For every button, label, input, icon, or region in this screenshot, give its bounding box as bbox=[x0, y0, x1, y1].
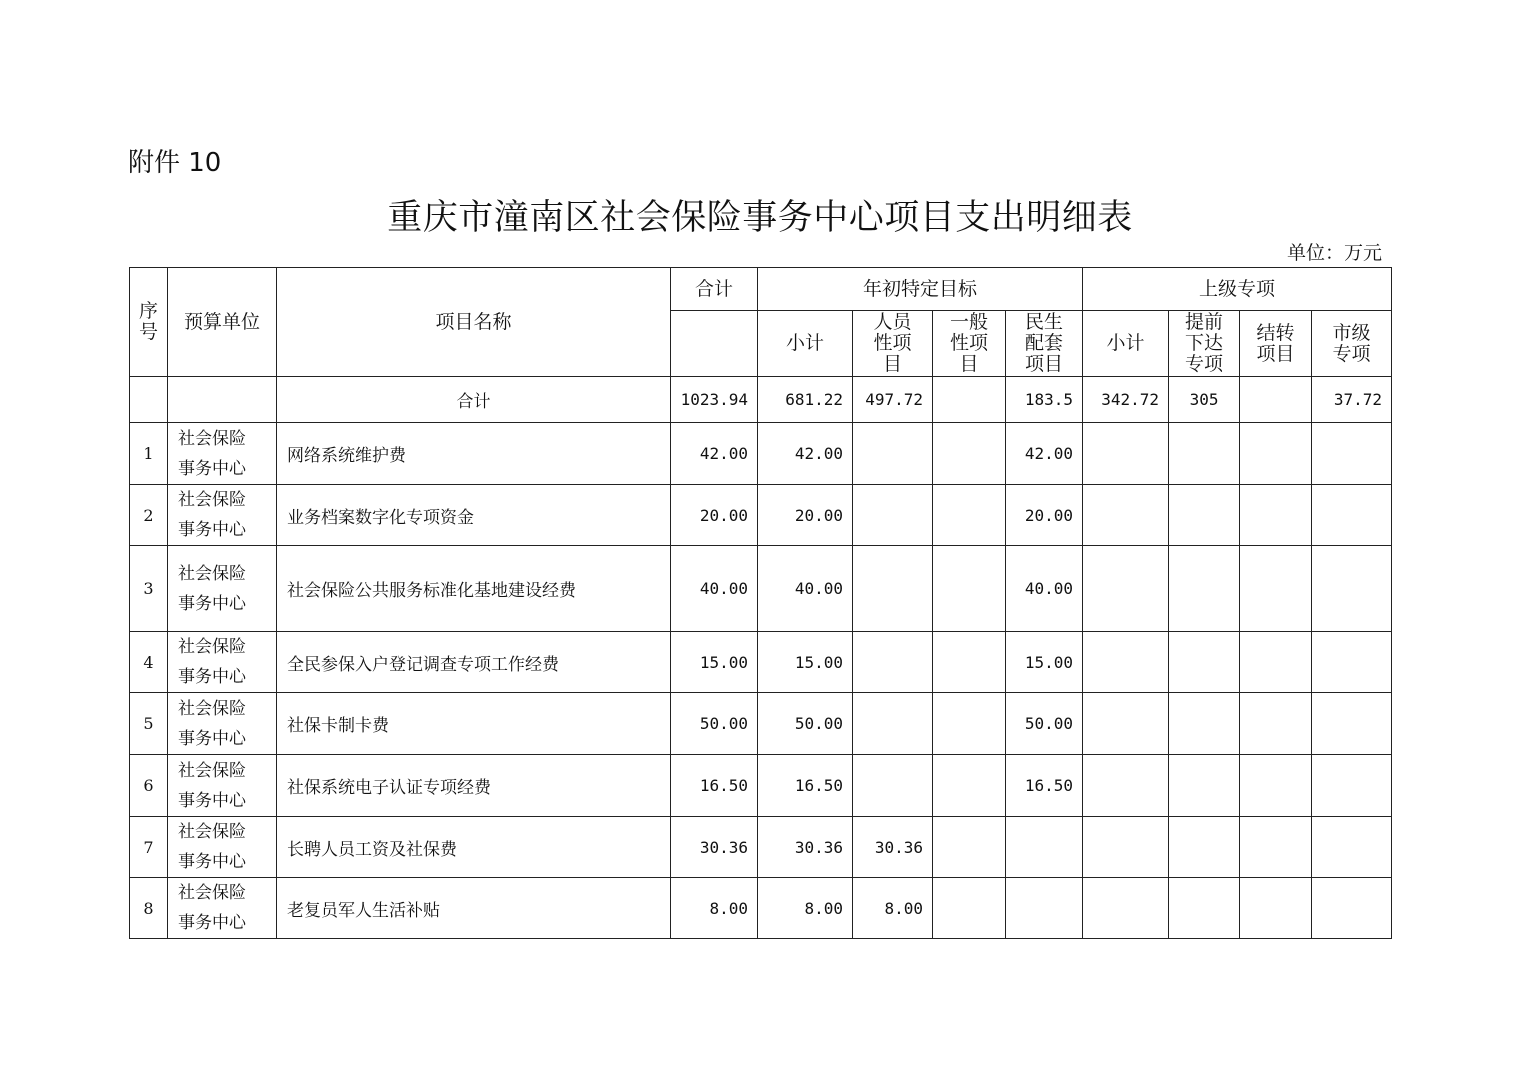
total-advance: 305 bbox=[1169, 377, 1240, 423]
cell-superior-subtotal bbox=[1083, 632, 1169, 693]
cell-livelihood: 15.00 bbox=[1006, 632, 1083, 693]
header-annual-group: 年初特定目标 bbox=[758, 268, 1083, 311]
cell-city bbox=[1312, 546, 1392, 632]
header-total: 合计 bbox=[671, 268, 758, 311]
expenditure-table bbox=[129, 267, 1392, 939]
table-row bbox=[130, 632, 1392, 693]
cell-total: 15.00 bbox=[671, 632, 758, 693]
cell-seq: 1 bbox=[130, 423, 168, 485]
cell-unit-line1: 社会保险 bbox=[178, 428, 246, 449]
cell-carryover bbox=[1240, 755, 1312, 817]
header-livelihood bbox=[1006, 311, 1083, 377]
cell-advance bbox=[1169, 546, 1240, 632]
cell-advance bbox=[1169, 693, 1240, 755]
cell-unit bbox=[168, 485, 277, 546]
header-seq bbox=[130, 268, 168, 377]
cell-superior-subtotal bbox=[1083, 423, 1169, 485]
cell-seq: 8 bbox=[130, 878, 168, 939]
cell-carryover bbox=[1240, 878, 1312, 939]
cell-carryover bbox=[1240, 485, 1312, 546]
cell-general bbox=[933, 546, 1006, 632]
total-total: 1023.94 bbox=[671, 377, 758, 423]
cell-total: 16.50 bbox=[671, 755, 758, 817]
header-advance-text: 提前下达专项 bbox=[1185, 311, 1224, 375]
total-seq bbox=[130, 377, 168, 423]
total-annual-subtotal: 681.22 bbox=[758, 377, 853, 423]
cell-city bbox=[1312, 817, 1392, 878]
cell-unit-line2: 事务中心 bbox=[178, 520, 246, 540]
page-title: 重庆市潼南区社会保险事务中心项目支出明细表 bbox=[387, 198, 1133, 238]
cell-annual-subtotal: 16.50 bbox=[758, 755, 853, 817]
cell-city bbox=[1312, 485, 1392, 546]
cell-unit bbox=[168, 632, 277, 693]
cell-general bbox=[933, 817, 1006, 878]
cell-personnel: 8.00 bbox=[853, 878, 933, 939]
cell-superior-subtotal bbox=[1083, 546, 1169, 632]
cell-name: 社保卡制卡费 bbox=[277, 693, 671, 755]
cell-advance bbox=[1169, 485, 1240, 546]
cell-general bbox=[933, 423, 1006, 485]
cell-name: 业务档案数字化专项资金 bbox=[277, 485, 671, 546]
cell-livelihood: 40.00 bbox=[1006, 546, 1083, 632]
total-general bbox=[933, 377, 1006, 423]
header-personnel-text: 人员性项目 bbox=[873, 311, 912, 375]
cell-total: 50.00 bbox=[671, 693, 758, 755]
cell-advance bbox=[1169, 423, 1240, 485]
cell-general bbox=[933, 693, 1006, 755]
header-seq-text: 序号 bbox=[138, 300, 158, 343]
cell-superior-subtotal bbox=[1083, 878, 1169, 939]
cell-city bbox=[1312, 878, 1392, 939]
cell-unit-line2: 事务中心 bbox=[178, 458, 246, 479]
cell-superior-subtotal bbox=[1083, 485, 1169, 546]
cell-livelihood: 20.00 bbox=[1006, 485, 1083, 546]
cell-total: 8.00 bbox=[671, 878, 758, 939]
cell-unit-line2: 事务中心 bbox=[178, 913, 246, 933]
total-carryover bbox=[1240, 377, 1312, 423]
cell-seq: 3 bbox=[130, 546, 168, 632]
cell-carryover bbox=[1240, 632, 1312, 693]
header-general-text: 一般性项目 bbox=[949, 311, 988, 375]
cell-total: 30.36 bbox=[671, 817, 758, 878]
cell-advance bbox=[1169, 878, 1240, 939]
cell-unit-line1: 社会保险 bbox=[178, 760, 246, 781]
unit-label: 单位：万元 bbox=[1286, 242, 1382, 264]
cell-general bbox=[933, 878, 1006, 939]
attachment-label: 附件 10 bbox=[128, 148, 222, 178]
total-livelihood: 183.5 bbox=[1006, 377, 1083, 423]
total-row bbox=[130, 377, 1392, 423]
cell-seq: 5 bbox=[130, 693, 168, 755]
cell-unit-line1: 社会保险 bbox=[178, 698, 246, 719]
cell-city bbox=[1312, 755, 1392, 817]
cell-personnel bbox=[853, 423, 933, 485]
cell-unit-line2: 事务中心 bbox=[178, 667, 246, 687]
cell-advance bbox=[1169, 632, 1240, 693]
cell-personnel bbox=[853, 546, 933, 632]
cell-unit bbox=[168, 423, 277, 485]
cell-total: 42.00 bbox=[671, 423, 758, 485]
cell-name: 社会保险公共服务标准化基地建设经费 bbox=[277, 546, 671, 632]
cell-annual-subtotal: 50.00 bbox=[758, 693, 853, 755]
cell-livelihood: 16.50 bbox=[1006, 755, 1083, 817]
total-superior-subtotal: 342.72 bbox=[1083, 377, 1169, 423]
cell-name: 全民参保入户登记调查专项工作经费 bbox=[277, 632, 671, 693]
header-project-name: 项目名称 bbox=[277, 268, 671, 377]
header-personnel bbox=[853, 311, 933, 377]
cell-city bbox=[1312, 693, 1392, 755]
cell-personnel bbox=[853, 632, 933, 693]
cell-annual-subtotal: 8.00 bbox=[758, 878, 853, 939]
cell-unit bbox=[168, 878, 277, 939]
table-row bbox=[130, 817, 1392, 878]
cell-annual-subtotal: 15.00 bbox=[758, 632, 853, 693]
header-city bbox=[1312, 311, 1392, 377]
cell-unit-line1: 社会保险 bbox=[178, 637, 246, 657]
header-budget-unit: 预算单位 bbox=[168, 268, 277, 377]
cell-total: 40.00 bbox=[671, 546, 758, 632]
header-advance bbox=[1169, 311, 1240, 377]
table-row bbox=[130, 878, 1392, 939]
cell-general bbox=[933, 485, 1006, 546]
cell-unit-line2: 事务中心 bbox=[178, 593, 246, 614]
cell-general bbox=[933, 632, 1006, 693]
cell-livelihood bbox=[1006, 817, 1083, 878]
cell-unit-line2: 事务中心 bbox=[178, 790, 246, 811]
header-annual-subtotal: 小计 bbox=[758, 311, 853, 377]
cell-livelihood: 50.00 bbox=[1006, 693, 1083, 755]
cell-unit-line2: 事务中心 bbox=[178, 852, 246, 872]
cell-general bbox=[933, 755, 1006, 817]
cell-annual-subtotal: 20.00 bbox=[758, 485, 853, 546]
total-unit bbox=[168, 377, 277, 423]
cell-superior-subtotal bbox=[1083, 817, 1169, 878]
cell-superior-subtotal bbox=[1083, 755, 1169, 817]
total-personnel: 497.72 bbox=[853, 377, 933, 423]
cell-unit-line1: 社会保险 bbox=[178, 490, 246, 510]
cell-name: 长聘人员工资及社保费 bbox=[277, 817, 671, 878]
cell-superior-subtotal bbox=[1083, 693, 1169, 755]
header-superior-subtotal: 小计 bbox=[1083, 311, 1169, 377]
cell-annual-subtotal: 42.00 bbox=[758, 423, 853, 485]
cell-livelihood bbox=[1006, 878, 1083, 939]
cell-unit-line1: 社会保险 bbox=[178, 822, 246, 842]
cell-seq: 7 bbox=[130, 817, 168, 878]
header-carryover bbox=[1240, 311, 1312, 377]
total-label: 合计 bbox=[277, 377, 671, 423]
cell-name: 老复员军人生活补贴 bbox=[277, 878, 671, 939]
cell-name: 网络系统维护费 bbox=[277, 423, 671, 485]
cell-unit bbox=[168, 817, 277, 878]
cell-unit bbox=[168, 755, 277, 817]
cell-seq: 6 bbox=[130, 755, 168, 817]
table-row bbox=[130, 755, 1392, 817]
cell-unit-line1: 社会保险 bbox=[178, 563, 246, 584]
cell-livelihood: 42.00 bbox=[1006, 423, 1083, 485]
cell-personnel bbox=[853, 693, 933, 755]
cell-personnel: 30.36 bbox=[853, 817, 933, 878]
cell-carryover bbox=[1240, 693, 1312, 755]
table-row bbox=[130, 693, 1392, 755]
cell-personnel bbox=[853, 755, 933, 817]
header-livelihood-text: 民生配套项目 bbox=[1025, 311, 1064, 375]
table-row bbox=[130, 423, 1392, 485]
cell-seq: 4 bbox=[130, 632, 168, 693]
cell-city bbox=[1312, 632, 1392, 693]
cell-annual-subtotal: 30.36 bbox=[758, 817, 853, 878]
cell-carryover bbox=[1240, 423, 1312, 485]
cell-advance bbox=[1169, 817, 1240, 878]
header-city-text: 市级专项 bbox=[1332, 321, 1371, 365]
header-general bbox=[933, 311, 1006, 377]
cell-total: 20.00 bbox=[671, 485, 758, 546]
cell-annual-subtotal: 40.00 bbox=[758, 546, 853, 632]
cell-unit-line1: 社会保险 bbox=[178, 883, 246, 903]
total-city: 37.72 bbox=[1312, 377, 1392, 423]
header-superior-group: 上级专项 bbox=[1083, 268, 1392, 311]
cell-name: 社保系统电子认证专项经费 bbox=[277, 755, 671, 817]
cell-city bbox=[1312, 423, 1392, 485]
cell-unit bbox=[168, 546, 277, 632]
cell-unit-line2: 事务中心 bbox=[178, 728, 246, 749]
cell-unit bbox=[168, 693, 277, 755]
cell-seq: 2 bbox=[130, 485, 168, 546]
header-total-blank bbox=[671, 311, 758, 377]
header-carryover-text: 结转项目 bbox=[1256, 321, 1295, 365]
table-row bbox=[130, 546, 1392, 632]
cell-carryover bbox=[1240, 817, 1312, 878]
cell-personnel bbox=[853, 485, 933, 546]
table-row bbox=[130, 485, 1392, 546]
cell-advance bbox=[1169, 755, 1240, 817]
cell-carryover bbox=[1240, 546, 1312, 632]
